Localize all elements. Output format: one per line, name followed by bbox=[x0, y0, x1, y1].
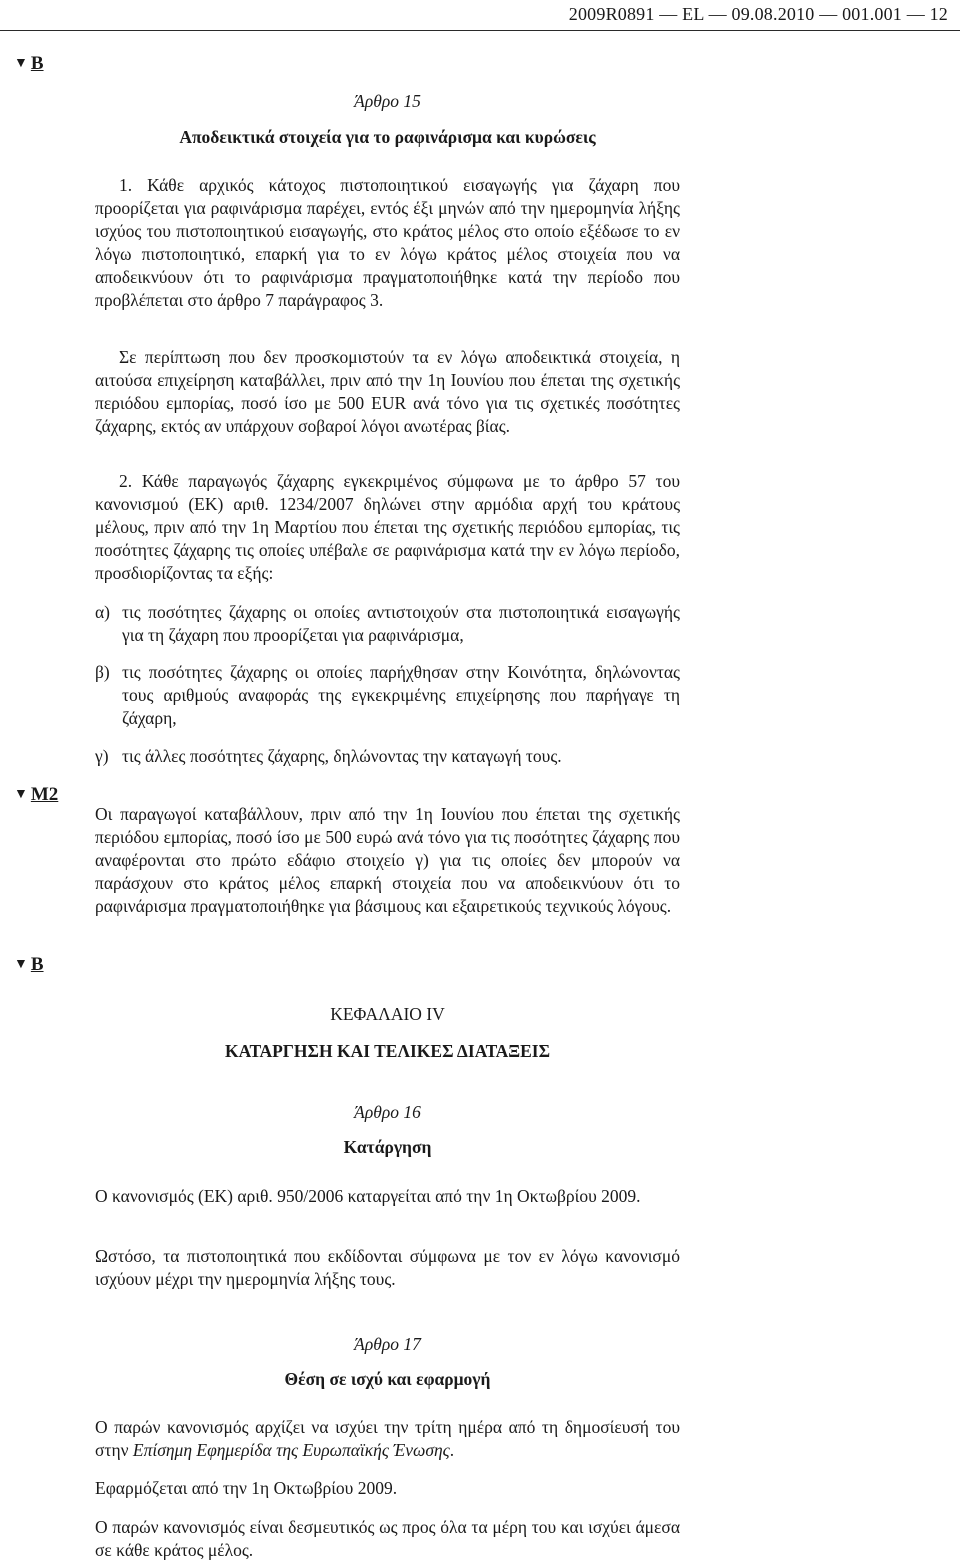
chapter-title: ΚΑΤΑΡΓΗΣΗ ΚΑΙ ΤΕΛΙΚΕΣ ΔΙΑΤΑΞΕΙΣ bbox=[224, 1041, 551, 1061]
page-header bbox=[0, 0, 960, 31]
article-17-paragraph-2: Εφαρμόζεται από την 1η Οκτωβρίου 2009. bbox=[95, 1478, 398, 1498]
article-15-title: Αποδεικτικά στοιχεία για το ραφινάρισμα και κυρώσεις bbox=[179, 127, 596, 147]
list-item bbox=[95, 745, 680, 768]
article-17-title: Θέση σε ισχύ και εφαρμογή bbox=[284, 1369, 491, 1389]
triangle-down-icon: ▼ bbox=[14, 957, 28, 972]
list-item-text: τις άλλες ποσότητες ζάχαρης, δηλώνοντας την καταγωγή τους. bbox=[122, 746, 562, 766]
article-15-paragraph-4: Οι παραγωγοί καταβάλλουν, πριν από την 1η Ιουνίου που έπεται της σχετικής περιόδου εμπορίας, ποσό ίσο με 500 ευρώ ανά τόνο για τις ποσότητες ζάχαρης που αναφέρονται στο πρώτο εδάφιο στοιχείο γ) για τις οποίες δεν μπορούν να παράσχουν στο κράτος μέλος επαρκή στοιχεία που να αποδεικνύουν ότι το ραφινάρισμα πραγματοποιήθηκε για βάσιμους και εξαιρετικούς τεχνικούς λόγους. bbox=[95, 804, 680, 916]
chapter-number: ΚΕΦΑΛΑΙΟ IV bbox=[330, 1004, 445, 1024]
paragraph-text: . bbox=[449, 1439, 455, 1460]
document-reference: 2009R0891 — EL — 09.08.2010 — 001.001 — 12 bbox=[568, 4, 948, 24]
article-15-number: Άρθρο 15 bbox=[354, 91, 421, 111]
amendment-marker-b[interactable] bbox=[14, 53, 44, 75]
list-item bbox=[95, 661, 680, 730]
article-16-paragraph-2: Ωστόσο, τα πιστοποιητικά που εκδίδονται σύμφωνα με τον εν λόγω κανονισμό ισχύουν μέχρι την ημερομηνία λήξης τους. bbox=[95, 1246, 680, 1289]
article-16-title: Κατάργηση bbox=[343, 1137, 432, 1157]
list-item bbox=[95, 601, 680, 647]
paragraph-text: Ο παρών κανονισμός αρχίζει να ισχύει την τρίτη ημέρα από τη δημοσίευσή του στην bbox=[95, 1417, 680, 1460]
list-item-label: β) bbox=[95, 662, 110, 682]
article-17-number: Άρθρο 17 bbox=[354, 1334, 421, 1354]
marker-label: B bbox=[30, 954, 44, 975]
official-journal-title: Επίσημη Εφημερίδα της Ευρωπαϊκής Ένωσης bbox=[132, 1439, 450, 1460]
list-item-text: τις ποσότητες ζάχαρης οι οποίες αντιστοιχούν στα πιστοποιητικά εισαγωγής για τη ζάχαρη που προορίζεται για ραφινάρισμα, bbox=[122, 602, 680, 645]
triangle-down-icon: ▼ bbox=[14, 787, 28, 802]
list-item-label: γ) bbox=[95, 746, 109, 766]
article-16-number: Άρθρο 16 bbox=[354, 1102, 421, 1122]
amendment-marker-m2[interactable] bbox=[14, 784, 58, 806]
article-15-paragraph-3: 2. Κάθε παραγωγός ζάχαρης εγκεκριμένος σύμφωνα με το άρθρο 57 του κανονισμού (ΕΚ) αριθ. 1234/2007 δηλώνει στην αρμόδια αρχή του κράτους μέλους, πριν από την 1η Μαρτίου που έπεται της σχετικής περιόδου εμπορίας, τις ποσότητες ζάχαρης τις οποίες υπέβαλε σε ραφινάρισμα κατά την εν λόγω περίοδο, προσδιορίζοντας τα εξής: bbox=[95, 471, 680, 583]
article-15-paragraph-1: 1. Κάθε αρχικός κάτοχος πιστοποιητικού εισαγωγής για ζάχαρη που προορίζεται για ραφινάρισμα παρέχει, εντός έξι μηνών από την ημερομηνία λήξης ισχύος του πιστοποιητικού εισαγωγής, στο κράτος μέλος στο οποίο εξέδωσε το εν λόγω πιστοποιητικό, επαρκή για το εν λόγω κράτος μέλος στοιχεία που να αποδεικνύουν ότι το ραφινάρισμα πραγματοποιήθηκε κατά την περίοδο που προβλέπεται στο άρθρο 7 παράγραφος 3. bbox=[95, 175, 680, 310]
amendment-marker-b[interactable] bbox=[14, 954, 44, 976]
article-17-paragraph-3: Ο παρών κανονισμός είναι δεσμευτικός ως προς όλα τα μέρη του και ισχύει άμεσα σε κάθε κράτος μέλος. bbox=[95, 1517, 680, 1560]
article-17-paragraph-1 bbox=[95, 1416, 680, 1462]
triangle-down-icon: ▼ bbox=[14, 56, 28, 71]
marker-label: B bbox=[30, 53, 44, 74]
list-item-text: τις ποσότητες ζάχαρης οι οποίες παρήχθησαν στην Κοινότητα, δηλώνοντας τους αριθμούς αναφοράς της εγκεκριμένης επιχείρησης που παρήγαγε τη ζάχαρη, bbox=[122, 662, 680, 728]
article-16-paragraph-1: Ο κανονισμός (ΕΚ) αριθ. 950/2006 καταργείται από την 1η Οκτωβρίου 2009. bbox=[95, 1186, 641, 1206]
list-item-label: α) bbox=[95, 602, 110, 622]
article-15-paragraph-2: Σε περίπτωση που δεν προσκομιστούν τα εν λόγω αποδεικτικά στοιχεία, η αιτούσα επιχείρηση καταβάλλει, πριν από την 1η Ιουνίου που έπεται της σχετικής περιόδου εμπορίας, ποσό ίσο με 500 EUR ανά τόνο για τις σχετικές ποσότητες ζάχαρης, εκτός αν υπάρχουν σοβαροί λόγοι ανωτέρας βίας. bbox=[95, 347, 680, 436]
marker-label: M2 bbox=[30, 784, 59, 805]
